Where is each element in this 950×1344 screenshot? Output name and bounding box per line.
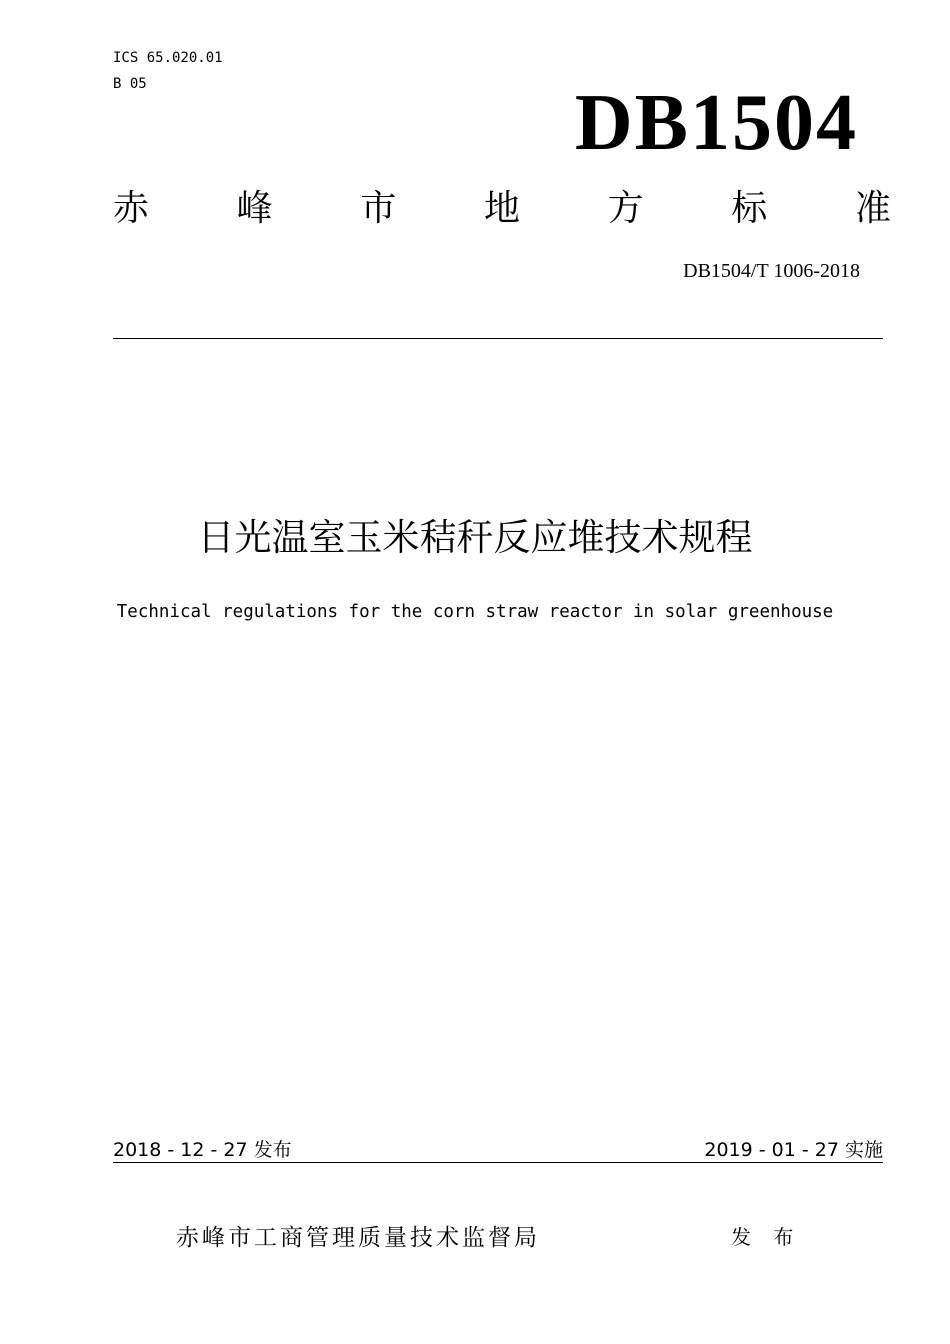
standard-type-char: 准 xyxy=(854,188,891,229)
footer-divider xyxy=(113,1162,883,1163)
header-divider xyxy=(113,338,883,339)
standard-type-char: 标 xyxy=(731,188,768,229)
document-title-chinese: 日光温室玉米秸秆反应堆技术规程 xyxy=(197,516,753,559)
standard-type-char: 方 xyxy=(607,188,644,229)
standard-type-char: 市 xyxy=(360,188,397,229)
document-title-english: Technical regulations for the corn straw reactor in solar greenhouse xyxy=(116,602,834,622)
issuing-authority: 赤峰市工商管理质量技术监督局 xyxy=(176,1225,540,1251)
implementation-date: 2019 - 01 - 27 实施 xyxy=(704,1139,883,1161)
standard-code-logo: DB1504 xyxy=(574,79,858,167)
ics-code: ICS 65.020.01 xyxy=(113,50,223,66)
issue-date: 2018 - 12 - 27 发布 xyxy=(113,1139,292,1161)
issued-label: 发 布 xyxy=(731,1225,802,1249)
standard-number: DB1504/T 1006-2018 xyxy=(683,260,860,282)
ccs-code: B 05 xyxy=(113,76,147,92)
standard-type-char: 赤 xyxy=(113,188,150,229)
standard-type-char: 峰 xyxy=(236,188,273,229)
standard-type-char: 地 xyxy=(483,188,520,229)
standard-type xyxy=(113,187,891,231)
